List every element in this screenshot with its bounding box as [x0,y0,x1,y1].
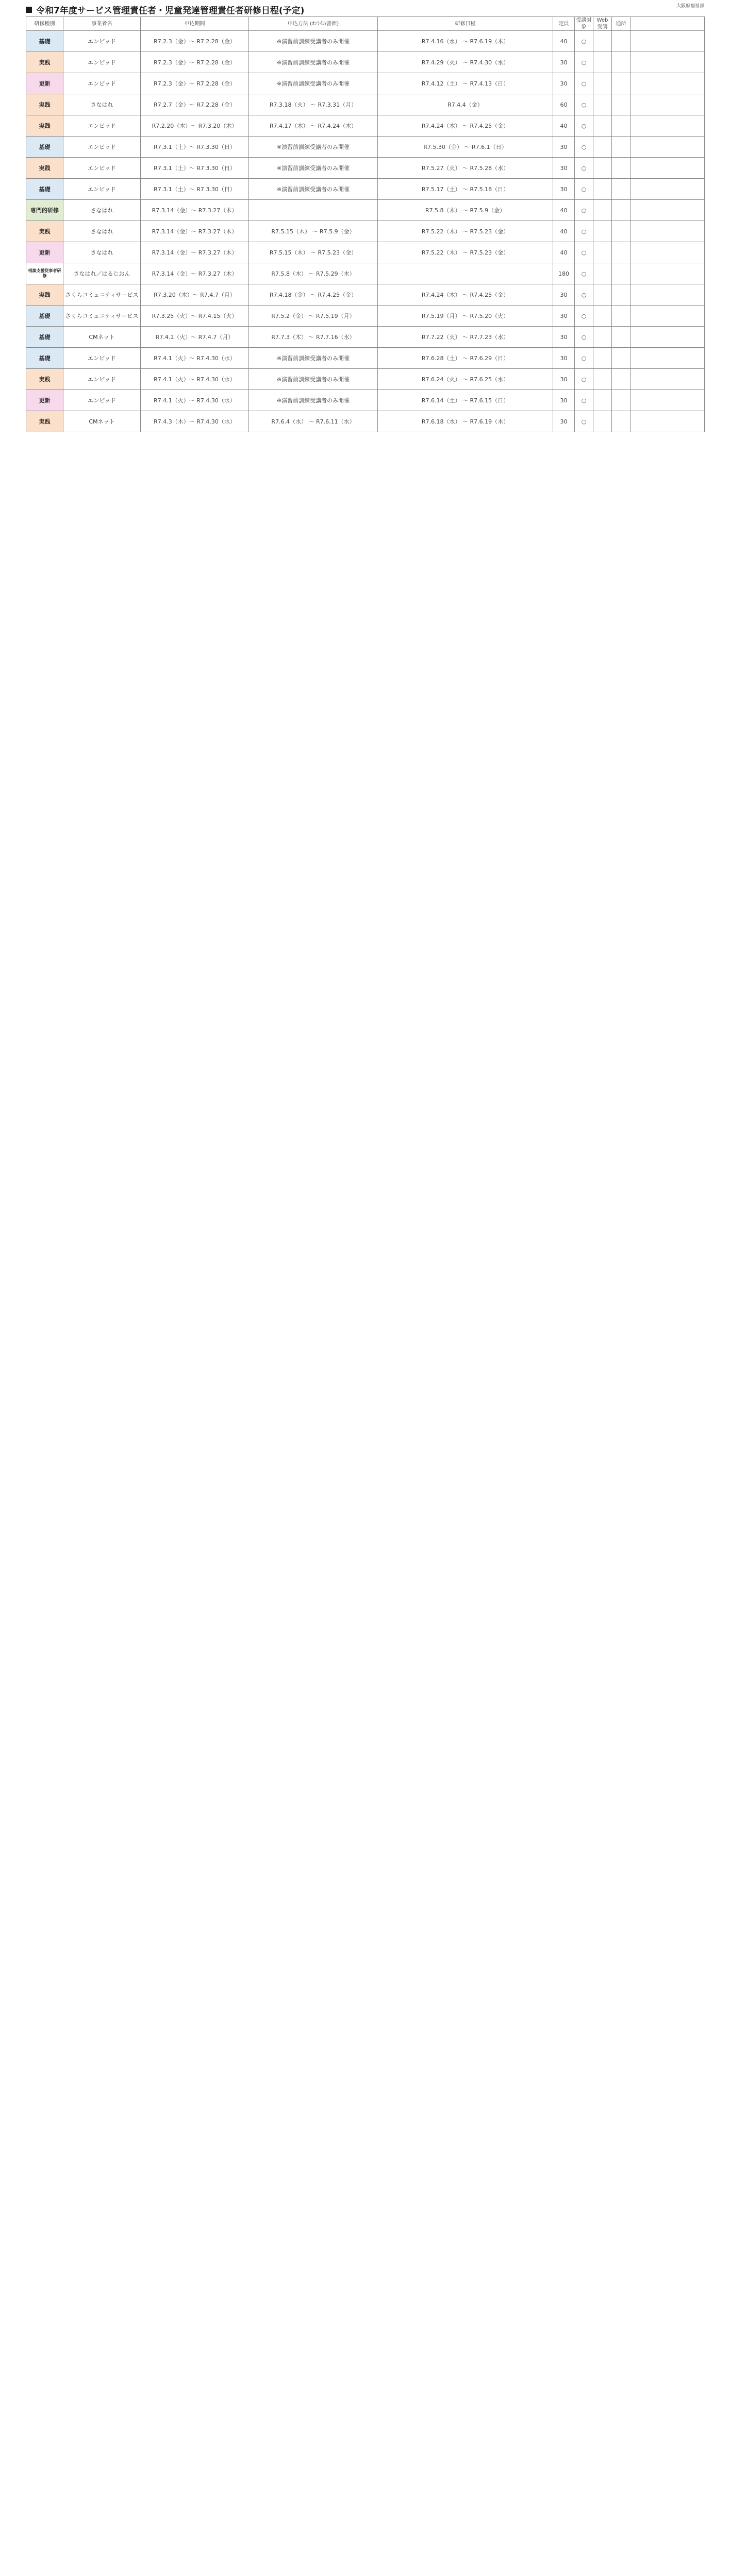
note-cell: ※演習前訓練受講者のみ開催 [249,52,378,73]
target-mark-cell: ○ [575,158,593,179]
target-mark-cell: ○ [575,284,593,306]
target-mark-cell: ○ [575,115,593,137]
web-cell [593,306,612,327]
target-mark-cell: ○ [575,73,593,94]
capacity-cell: 40 [553,115,575,137]
table-row [26,369,705,390]
blank-cell [631,200,705,221]
blank-cell [631,284,705,306]
table-row [26,179,705,200]
dates-cell: R7.4.12（土） ～ R7.4.13（日） [378,73,553,94]
col-capacity: 定員 [553,17,575,31]
blank-cell [631,306,705,327]
blank-cell [631,369,705,390]
dates-cell: R7.5.17（土） ～ R7.5.18（日） [378,179,553,200]
note-cell: R7.4.18（金） ～ R7.4.25（金） [249,284,378,306]
web-cell [593,73,612,94]
period-cell: R7.4.1（火）～ R7.4.30（水） [141,369,249,390]
page-title [26,3,304,16]
category-cell: 更新 [26,390,63,411]
note-cell: ※演習前訓練受講者のみ開催 [249,390,378,411]
vendor-cell: CMネット [63,411,141,432]
note-cell: R7.6.4（水） ～ R7.6.11（水） [249,411,378,432]
vendor-cell: エンビッド [63,52,141,73]
schedule-table [26,16,705,432]
web-cell [593,179,612,200]
document-page [26,0,704,432]
table-row [26,137,705,158]
period-cell: R7.4.1（火）～ R7.4.30（水） [141,348,249,369]
note-cell: R7.3.18（火） ～ R7.3.31（月） [249,94,378,115]
blank-cell [631,94,705,115]
blank-cell [631,348,705,369]
table-row [26,348,705,369]
dates-cell: R7.6.18（水） ～ R7.6.19（木） [378,411,553,432]
capacity-cell: 40 [553,221,575,242]
table-row [26,31,705,52]
note-cell: ※演習前訓練受講者のみ開催 [249,158,378,179]
table-row [26,327,705,348]
category-cell: 実践 [26,369,63,390]
web-cell [593,94,612,115]
note-cell: R7.5.8（木） ～ R7.5.29（木） [249,263,378,284]
category-cell: 基礎 [26,31,63,52]
period-cell: R7.3.14（金）～ R7.3.27（木） [141,263,249,284]
web-cell [593,369,612,390]
vendor-cell: エンビッド [63,158,141,179]
capacity-cell: 30 [553,348,575,369]
category-cell: 相談支援従事者研修 [26,263,63,284]
dates-cell: R7.4.24（木） ～ R7.4.25（金） [378,115,553,137]
col-dates: 研修日程 [378,17,553,31]
vendor-cell: さくらコミュニティサービス [63,306,141,327]
blank-cell [631,31,705,52]
target-mark-cell: ○ [575,369,593,390]
dates-cell [378,263,553,284]
attend-cell [612,327,631,348]
target-mark-cell: ○ [575,263,593,284]
blank-cell [631,52,705,73]
target-mark-cell: ○ [575,390,593,411]
issuer-label: 大阪府福祉部 [676,4,704,9]
capacity-cell: 40 [553,31,575,52]
blank-cell [631,390,705,411]
target-mark-cell: ○ [575,327,593,348]
web-cell [593,200,612,221]
target-mark-cell: ○ [575,31,593,52]
target-mark-cell: ○ [575,94,593,115]
note-cell: R7.5.2（金） ～ R7.5.19（月） [249,306,378,327]
blank-cell [631,137,705,158]
capacity-cell: 40 [553,200,575,221]
attend-cell [612,179,631,200]
capacity-cell: 30 [553,73,575,94]
dates-cell: R7.5.27（火） ～ R7.5.28（水） [378,158,553,179]
blank-cell [631,411,705,432]
capacity-cell: 30 [553,137,575,158]
category-cell: 実践 [26,158,63,179]
blank-cell [631,158,705,179]
period-cell: R7.3.14（金）～ R7.3.27（木） [141,242,249,263]
period-cell: R7.3.14（金）～ R7.3.27（木） [141,221,249,242]
attend-cell [612,242,631,263]
period-cell: R7.4.1（火）～ R7.4.7（月） [141,327,249,348]
attend-cell [612,284,631,306]
vendor-cell: さなはれ [63,221,141,242]
table-row [26,158,705,179]
target-mark-cell: ○ [575,200,593,221]
blank-cell [631,327,705,348]
table-row [26,115,705,137]
web-cell [593,411,612,432]
table-row [26,221,705,242]
vendor-cell: さなはれ [63,242,141,263]
period-cell: R7.4.1（火）～ R7.4.30（水） [141,390,249,411]
vendor-cell: さなはれ [63,94,141,115]
note-cell: ※演習前訓練受講者のみ開催 [249,179,378,200]
vendor-cell: CMネット [63,327,141,348]
dates-cell: R7.5.8（木） ～ R7.5.9（金） [378,200,553,221]
attend-cell [612,73,631,94]
period-cell: R7.3.25（火）～ R7.4.15（火） [141,306,249,327]
table-row [26,306,705,327]
web-cell [593,327,612,348]
vendor-cell: エンビッド [63,31,141,52]
capacity-cell: 30 [553,327,575,348]
category-cell: 実践 [26,115,63,137]
capacity-cell: 30 [553,179,575,200]
category-cell: 専門的研修 [26,200,63,221]
note-cell: ※演習前訓練受講者のみ開催 [249,73,378,94]
col-attend: 通所 [612,17,631,31]
period-cell: R7.2.3（金）～ R7.2.28（金） [141,73,249,94]
table-row [26,94,705,115]
col-note: 申込方法 (ｵﾝﾗｲﾝ/書面) [249,17,378,31]
period-cell: R7.2.3（金）～ R7.2.28（金） [141,52,249,73]
category-cell: 基礎 [26,348,63,369]
dates-cell: R7.7.22（火） ～ R7.7.23（水） [378,327,553,348]
dates-cell: R7.4.16（水） ～ R7.6.19（木） [378,31,553,52]
table-row [26,200,705,221]
dates-cell: R7.5.22（木） ～ R7.5.23（金） [378,221,553,242]
period-cell: R7.4.3（木）～ R7.4.30（水） [141,411,249,432]
category-cell: 実践 [26,411,63,432]
col-period: 申込期間 [141,17,249,31]
table-row [26,52,705,73]
table-row [26,242,705,263]
target-mark-cell: ○ [575,242,593,263]
note-cell: ※演習前訓練受講者のみ開催 [249,31,378,52]
category-cell: 基礎 [26,306,63,327]
note-cell: ※演習前訓練受講者のみ開催 [249,137,378,158]
dates-cell: R7.4.24（木） ～ R7.4.25（金） [378,284,553,306]
target-mark-cell: ○ [575,137,593,158]
attend-cell [612,94,631,115]
target-mark-cell: ○ [575,411,593,432]
attend-cell [612,221,631,242]
vendor-cell: エンビッド [63,390,141,411]
period-cell: R7.3.20（木）～ R7.4.7（月） [141,284,249,306]
capacity-cell: 30 [553,284,575,306]
note-cell: ※演習前訓練受講者のみ開催 [249,348,378,369]
vendor-cell: エンビッド [63,369,141,390]
dates-cell: R7.4.4（金） [378,94,553,115]
note-cell [249,200,378,221]
attend-cell [612,263,631,284]
attend-cell [612,411,631,432]
note-cell: ※演習前訓練受講者のみ開催 [249,369,378,390]
period-cell: R7.2.7（金）～ R7.2.28（金） [141,94,249,115]
table-row [26,263,705,284]
note-cell: R7.7.3（木） ～ R7.7.16（水） [249,327,378,348]
category-cell: 基礎 [26,327,63,348]
schedule-body [26,31,705,432]
vendor-cell: エンビッド [63,179,141,200]
category-cell: 実践 [26,284,63,306]
category-cell: 基礎 [26,137,63,158]
vendor-cell: さくらコミュニティサービス [63,284,141,306]
blank-cell [631,73,705,94]
blank-cell [631,221,705,242]
capacity-cell: 60 [553,94,575,115]
dates-cell: R7.6.28（土） ～ R7.6.29（日） [378,348,553,369]
capacity-cell: 30 [553,369,575,390]
dates-cell: R7.6.24（火） ～ R7.6.25（水） [378,369,553,390]
web-cell [593,52,612,73]
blank-cell [631,179,705,200]
table-row [26,390,705,411]
period-cell: R7.3.1（土）～ R7.3.30（日） [141,179,249,200]
target-mark-cell: ○ [575,179,593,200]
col-vendor: 事業者名 [63,17,141,31]
vendor-cell: さなはれ [63,200,141,221]
category-cell: 実践 [26,221,63,242]
attend-cell [612,348,631,369]
attend-cell [612,52,631,73]
web-cell [593,137,612,158]
capacity-cell: 30 [553,411,575,432]
vendor-cell: エンビッド [63,115,141,137]
period-cell: R7.2.20（木）～ R7.3.20（木） [141,115,249,137]
table-row [26,411,705,432]
web-cell [593,115,612,137]
capacity-cell: 30 [553,306,575,327]
vendor-cell: エンビッド [63,348,141,369]
category-cell: 更新 [26,73,63,94]
dates-cell: R7.5.19（月） ～ R7.5.20（火） [378,306,553,327]
category-cell: 更新 [26,242,63,263]
table-row [26,73,705,94]
table-row [26,284,705,306]
capacity-cell: 30 [553,52,575,73]
period-cell: R7.2.3（金）～ R7.2.28（金） [141,31,249,52]
attend-cell [612,31,631,52]
vendor-cell: さなはれ／はるじおん [63,263,141,284]
web-cell [593,263,612,284]
category-cell: 実践 [26,94,63,115]
col-category: 研修種別 [26,17,63,31]
dates-cell: R7.5.22（木） ～ R7.5.23（金） [378,242,553,263]
vendor-cell: エンビッド [63,73,141,94]
note-cell: R7.5.15（木） ～ R7.5.23（金） [249,242,378,263]
blank-cell [631,242,705,263]
table-header-row [26,17,705,31]
blank-cell [631,263,705,284]
period-cell: R7.3.1（土）～ R7.3.30（日） [141,158,249,179]
col-web: Web受講 [593,17,612,31]
web-cell [593,348,612,369]
attend-cell [612,390,631,411]
dates-cell: R7.6.14（土） ～ R7.6.15（日） [378,390,553,411]
blank-cell [631,115,705,137]
category-cell: 基礎 [26,179,63,200]
attend-cell [612,137,631,158]
web-cell [593,158,612,179]
col-target: 受講対象 [575,17,593,31]
target-mark-cell: ○ [575,221,593,242]
capacity-cell: 30 [553,158,575,179]
document-header [26,0,704,16]
attend-cell [612,115,631,137]
capacity-cell: 40 [553,242,575,263]
period-cell: R7.3.14（金）～ R7.3.27（木） [141,200,249,221]
attend-cell [612,158,631,179]
web-cell [593,31,612,52]
attend-cell [612,306,631,327]
title-text: 令和7年度サービス管理責任者・児童発達管理責任者研修日程(予定) [36,6,305,16]
target-mark-cell: ○ [575,348,593,369]
category-cell: 実践 [26,52,63,73]
capacity-cell: 180 [553,263,575,284]
web-cell [593,284,612,306]
target-mark-cell: ○ [575,52,593,73]
web-cell [593,390,612,411]
note-cell: R7.5.15（木） ～ R7.5.9（金） [249,221,378,242]
capacity-cell: 30 [553,390,575,411]
vendor-cell: エンビッド [63,137,141,158]
col-blank [631,17,705,31]
target-mark-cell: ○ [575,306,593,327]
note-cell: R7.4.17（木） ～ R7.4.24（木） [249,115,378,137]
title-square-icon [26,7,32,13]
dates-cell: R7.4.29（火） ～ R7.4.30（水） [378,52,553,73]
attend-cell [612,369,631,390]
web-cell [593,221,612,242]
dates-cell: R7.5.30（金） ～ R7.6.1（日） [378,137,553,158]
period-cell: R7.3.1（土）～ R7.3.30（日） [141,137,249,158]
web-cell [593,242,612,263]
attend-cell [612,200,631,221]
